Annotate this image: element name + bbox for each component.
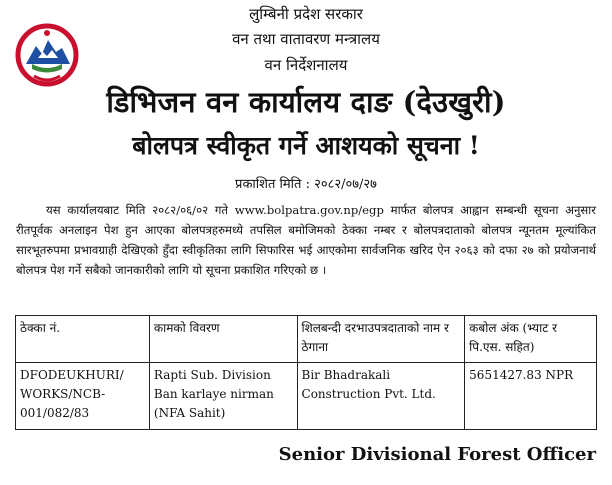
bidder-name-cell: Bir Bhadrakali Construction Pvt. Ltd. bbox=[297, 363, 465, 430]
header-government: लुम्बिनी प्रदेश सरकार bbox=[249, 5, 363, 23]
table-header-row bbox=[16, 316, 597, 363]
work-description-cell: Rapti Sub. Division Ban karlaye nirman (NFA Sahit) bbox=[149, 363, 297, 430]
header-directorate: वन निर्देशनालय bbox=[264, 56, 348, 74]
header-contract-no: ठेक्का नं. bbox=[16, 316, 150, 363]
table-row bbox=[16, 363, 597, 430]
bid-amount-cell: 5651427.83 NPR bbox=[465, 363, 597, 430]
header-bidder-name-address: शिलबन्दी दरभाउपत्रदाताको नाम र ठेगाना bbox=[297, 316, 465, 363]
award-table bbox=[15, 315, 597, 430]
contract-no-cell: DFODEUKHURI/ WORKS/NCB- 001/082/83 bbox=[16, 363, 150, 430]
notice-body: यस कार्यालयबाट मिति २०८२/०६/०२ गते www.bolpatra.gov.np/egp मार्फत बोलपत्र आह्वान सम्बन्धी सूचना अनुसार रीतपूर्वक अनलाइन पेश हुन आएका बोलपत्रहरुमध्ये तपसिल बमोजिमको ठेक्का नम्बर र बोलपत्रदाताको बोलपत्र न्यूनतम मूल्यांकित सारभूतरुपमा प्रभावग्राही देखिएको हुँदा स्वीकृतिका लागि सिफारिस भई आएकोमा सार्वजनिक खरिद ऐन २०६३ को दफा २७ को प्रयोजनार्थ बोलपत्र पेश गर्ने सबैको जानकारीको लागि यो सूचना प्रकाशित गरिएको छ । bbox=[16, 203, 596, 277]
signatory: Senior Divisional Forest Officer bbox=[278, 444, 596, 465]
header-ministry: वन तथा वातावरण मन्त्रालय bbox=[232, 30, 380, 48]
header-bid-amount: कबोल अंक (भ्याट र पि.एस. सहित) bbox=[465, 316, 597, 363]
published-date: प्रकाशित मिति : २०८२/०७/२७ bbox=[235, 177, 377, 192]
notice-title: बोलपत्र स्वीकृत गर्ने आशयको सूचना ! bbox=[132, 131, 480, 160]
header-work-description: कामको विवरण bbox=[149, 316, 297, 363]
office-title: डिभिजन वन कार्यालय दाङ (देउखुरी) bbox=[106, 85, 506, 119]
